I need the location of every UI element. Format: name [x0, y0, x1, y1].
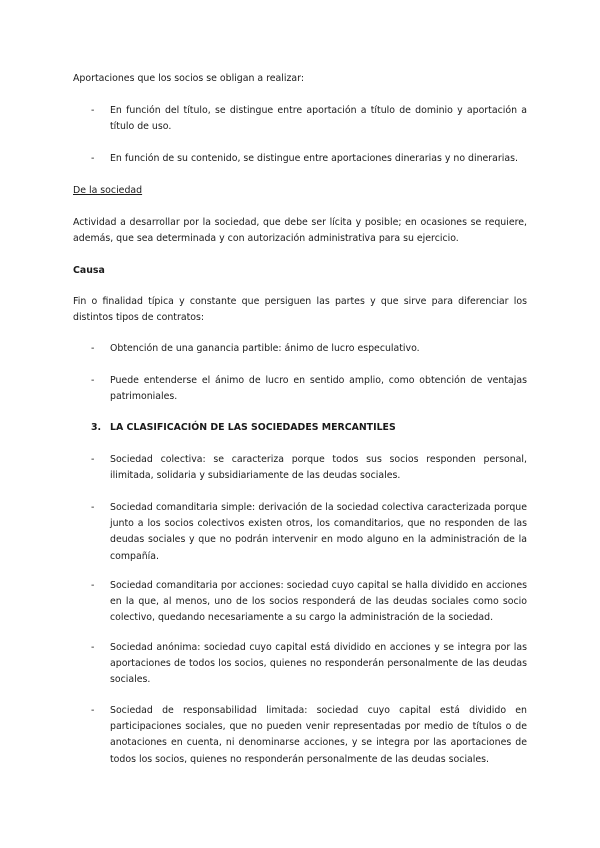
list-item-text: Puede entenderse el ánimo de lucro en sentido amplio, como obtención de ventajas patrimoniales.: [110, 375, 527, 403]
list-item: [73, 578, 527, 627]
list-item-text: En función del título, se distingue entre aportación a título de dominio y aportación a título de uso.: [110, 105, 527, 133]
list-item-text: Sociedad de responsabilidad limitada: sociedad cuyo capital está dividido en participaciones sociales, que no pueden venir representadas por medio de títulos o de anotaciones en cuenta, ni denominarse acciones, y se integra por las aportaciones de todos los socios, quienes no responderán personalmente de las deudas sociales.: [110, 705, 527, 765]
bullet-dash: -: [91, 502, 95, 513]
list-item: [73, 341, 527, 357]
bullet-dash: -: [91, 375, 95, 386]
list-item-text: Sociedad colectiva: se caracteriza porque todos sus socios responden personal, ilimitada, solidaria y subsidiariamente de las deudas sociales.: [110, 454, 527, 482]
list-item: [73, 151, 527, 167]
list-item: [73, 500, 527, 565]
list-item-text: Sociedad comanditaria por acciones: sociedad cuyo capital se halla dividido en acciones en la que, al menos, uno de los socios responderá de las deudas sociales como socio colectivo, quedando necesariamente a su cargo la administración de la sociedad.: [110, 580, 527, 624]
list-item: [73, 103, 527, 135]
section-title: LA CLASIFICACIÓN DE LAS SOCIEDADES MERCANTILES: [110, 422, 396, 433]
bullet-dash: -: [91, 580, 95, 591]
list-item-text: En función de su contenido, se distingue entre aportaciones dinerarias y no dinerarias.: [110, 153, 518, 164]
intro-paragraph: Aportaciones que los socios se obligan a realizar:: [73, 73, 305, 84]
list-item-text: Obtención de una ganancia partible: ánimo de lucro especulativo.: [110, 343, 420, 354]
list-item-text: Sociedad anónima: sociedad cuyo capital está dividido en acciones y se integra por las aportaciones de todos los socios, quienes no responderán personalmente de las deudas sociales.: [110, 642, 527, 686]
sociedad-paragraph: Actividad a desarrollar por la sociedad, que debe ser lícita y posible; en ocasiones se requiere, además, que sea determinada y con autorización administrativa para su ejercicio.: [73, 217, 527, 245]
list-item: [73, 703, 527, 768]
bullet-dash: -: [91, 454, 95, 465]
bullet-dash: -: [91, 705, 95, 716]
list-item: [73, 452, 527, 484]
list-item: [73, 373, 527, 405]
bullet-dash: -: [91, 105, 95, 116]
list-item: [73, 640, 527, 689]
causa-heading: Causa: [73, 265, 105, 276]
causa-paragraph: Fin o finalidad típica y constante que persiguen las partes y que sirve para diferenciar los distintos tipos de contratos:: [73, 296, 527, 324]
section-3-heading: [91, 420, 527, 436]
bullet-dash: -: [91, 343, 95, 354]
bullet-dash: -: [91, 642, 95, 653]
bullet-dash: -: [91, 153, 95, 164]
sociedad-heading: De la sociedad: [73, 185, 143, 196]
list-item-text: Sociedad comanditaria simple: derivación de la sociedad colectiva caracterizada porque junto a los socios colectivos existen otros, los comanditarios, que no responden de las deudas sociales y que no podrán intervenir en modo alguno en la administración de la compañía.: [110, 502, 527, 562]
section-number: 3.: [91, 422, 102, 433]
